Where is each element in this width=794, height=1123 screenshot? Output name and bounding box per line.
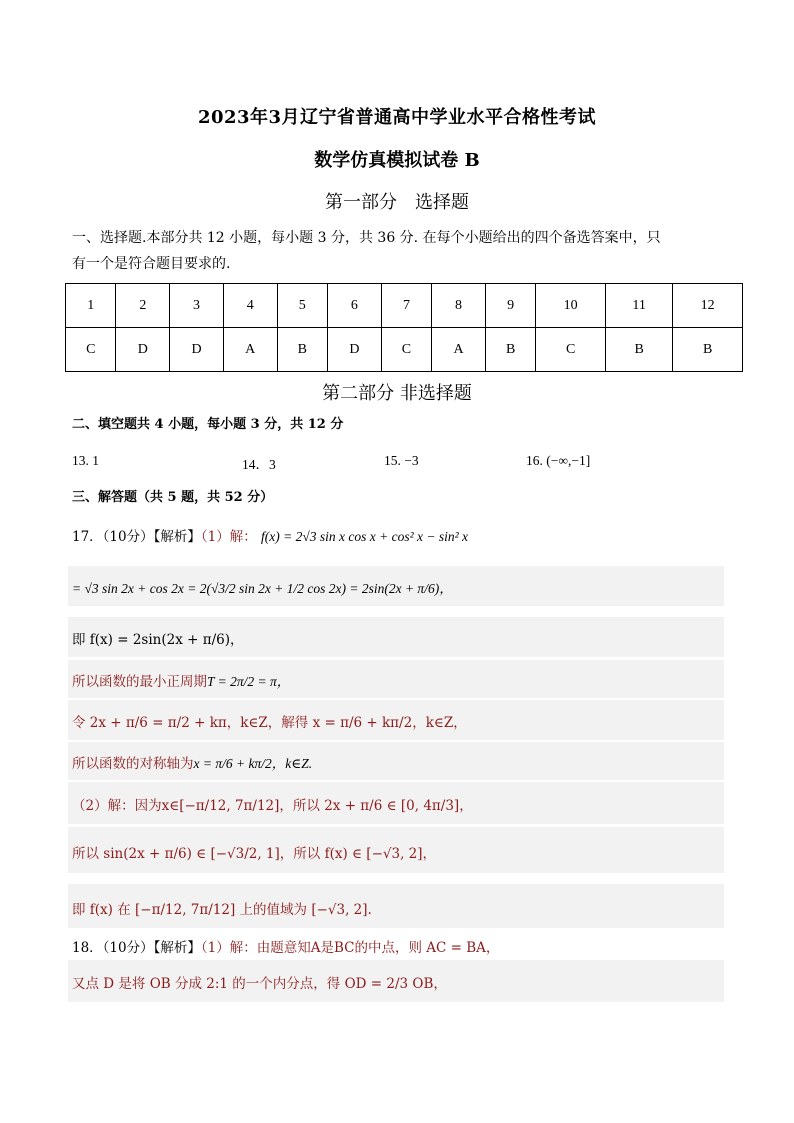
q17-line2: = √3 sin 2x + cos 2x = 2(√3/2 sin 2x + 1/2 cos 2x) = 2sin(2x + π/6)， <box>72 581 453 596</box>
q17-part2-label: （2）解：因为 <box>72 798 162 814</box>
answer-cell: B <box>673 328 743 372</box>
answer-cell: B <box>485 328 535 372</box>
q17-label: 17．（10分）【解析】 <box>72 529 201 545</box>
answer-14: 14．3 <box>242 457 276 472</box>
instruction-line2: 有一个是符合题目要求的. <box>72 256 231 272</box>
part2-heading: 第二部分 非选择题 <box>322 383 472 404</box>
answer-cell: D <box>328 328 382 372</box>
part1-heading: 第一部分 选择题 <box>325 192 469 213</box>
answer-16: 16. (−∞,−1] <box>526 453 591 468</box>
answer-cell: A <box>432 328 486 372</box>
instruction-line1: 一、选择题.本部分共 12 小题，每小题 3 分，共 36 分. 在每个小题给出的四个备选答案中，只 <box>72 230 661 246</box>
question-number-cell: 2 <box>116 284 170 328</box>
q17-function: f(x) = 2√3 sin x cos x + cos² x − sin² x <box>261 529 469 544</box>
question-number-cell: 6 <box>328 284 382 328</box>
q17-period-math: T = 2π/2 = π， <box>207 674 291 689</box>
exam-title: 2023年3月辽宁省普通高中学业水平合格性考试 <box>197 107 597 128</box>
q17-line7-math: x∈[−π/12, 7π/12]，所以 2x + π/6 ∈ [0, 4π/3]， <box>161 798 473 814</box>
q17-line3: 即 f(x) = 2sin(2x + π/6)， <box>72 632 244 648</box>
answer-cell: D <box>116 328 170 372</box>
question-number-cell: 10 <box>536 284 606 328</box>
q17-line5: 令 2x + π/6 = π/2 + kπ，k∈Z，解得 x = π/6 + kπ/2，k∈Z， <box>72 715 467 731</box>
q17-line6 <box>72 752 312 772</box>
answer-cell: C <box>536 328 606 372</box>
q17-axis-math: x = π/6 + kπ/2，k∈Z. <box>193 756 313 771</box>
q18-part1: （1）解：由题意知A是BC的中点，则 AC = BA， <box>200 940 500 956</box>
answer-cell: C <box>381 328 431 372</box>
answer-cell: B <box>277 328 327 372</box>
q18-line2: 又点 D 是将 OB 分成 2:1 的一个内分点，得 OD = 2/3 OB， <box>72 976 447 992</box>
answer-cell: D <box>170 328 224 372</box>
question-number-cell: 12 <box>673 284 743 328</box>
q18-label: 18．（10分）【解析】 <box>72 940 201 956</box>
answer-15: 15. −3 <box>384 453 419 468</box>
q18-header <box>72 936 499 956</box>
answer-cell: A <box>223 328 277 372</box>
answer-cell: C <box>66 328 116 372</box>
question-number-cell: 8 <box>432 284 486 328</box>
question-number-cell: 3 <box>170 284 224 328</box>
solve-heading: 三、解答题（共 5 题，共 52 分） <box>72 490 274 505</box>
q17-header <box>72 525 468 545</box>
section1-instruction <box>72 228 661 274</box>
answer-table-number-row <box>66 284 743 328</box>
q17-period-text: 所以函数的最小正周期 <box>72 674 207 690</box>
answer-table-answer-row <box>66 328 743 372</box>
question-number-cell: 4 <box>223 284 277 328</box>
answer-table <box>65 283 743 372</box>
answer-cell: B <box>605 328 672 372</box>
question-number-cell: 7 <box>381 284 431 328</box>
question-number-cell: 5 <box>277 284 327 328</box>
fill-heading: 二、填空题共 4 小题，每小题 3 分，共 12 分 <box>72 417 344 432</box>
exam-subtitle: 数学仿真模拟试卷 B <box>314 150 480 171</box>
q17-line9: 即 f(x) 在 [−π/12, 7π/12] 上的值域为 [−√3, 2]. <box>72 902 372 918</box>
question-number-cell: 1 <box>66 284 116 328</box>
q17-axis-text: 所以函数的对称轴为 <box>72 756 194 772</box>
q17-part1-label: （1）解： <box>200 529 257 545</box>
q17-line7 <box>72 794 473 814</box>
q17-line4 <box>72 670 290 690</box>
question-number-cell: 9 <box>485 284 535 328</box>
q17-line8: 所以 sin(2x + π/6) ∈ [−√3/2, 1]，所以 f(x) ∈ [−√3, 2]， <box>72 846 437 862</box>
answer-13: 13. 1 <box>72 453 99 468</box>
question-number-cell: 11 <box>605 284 672 328</box>
